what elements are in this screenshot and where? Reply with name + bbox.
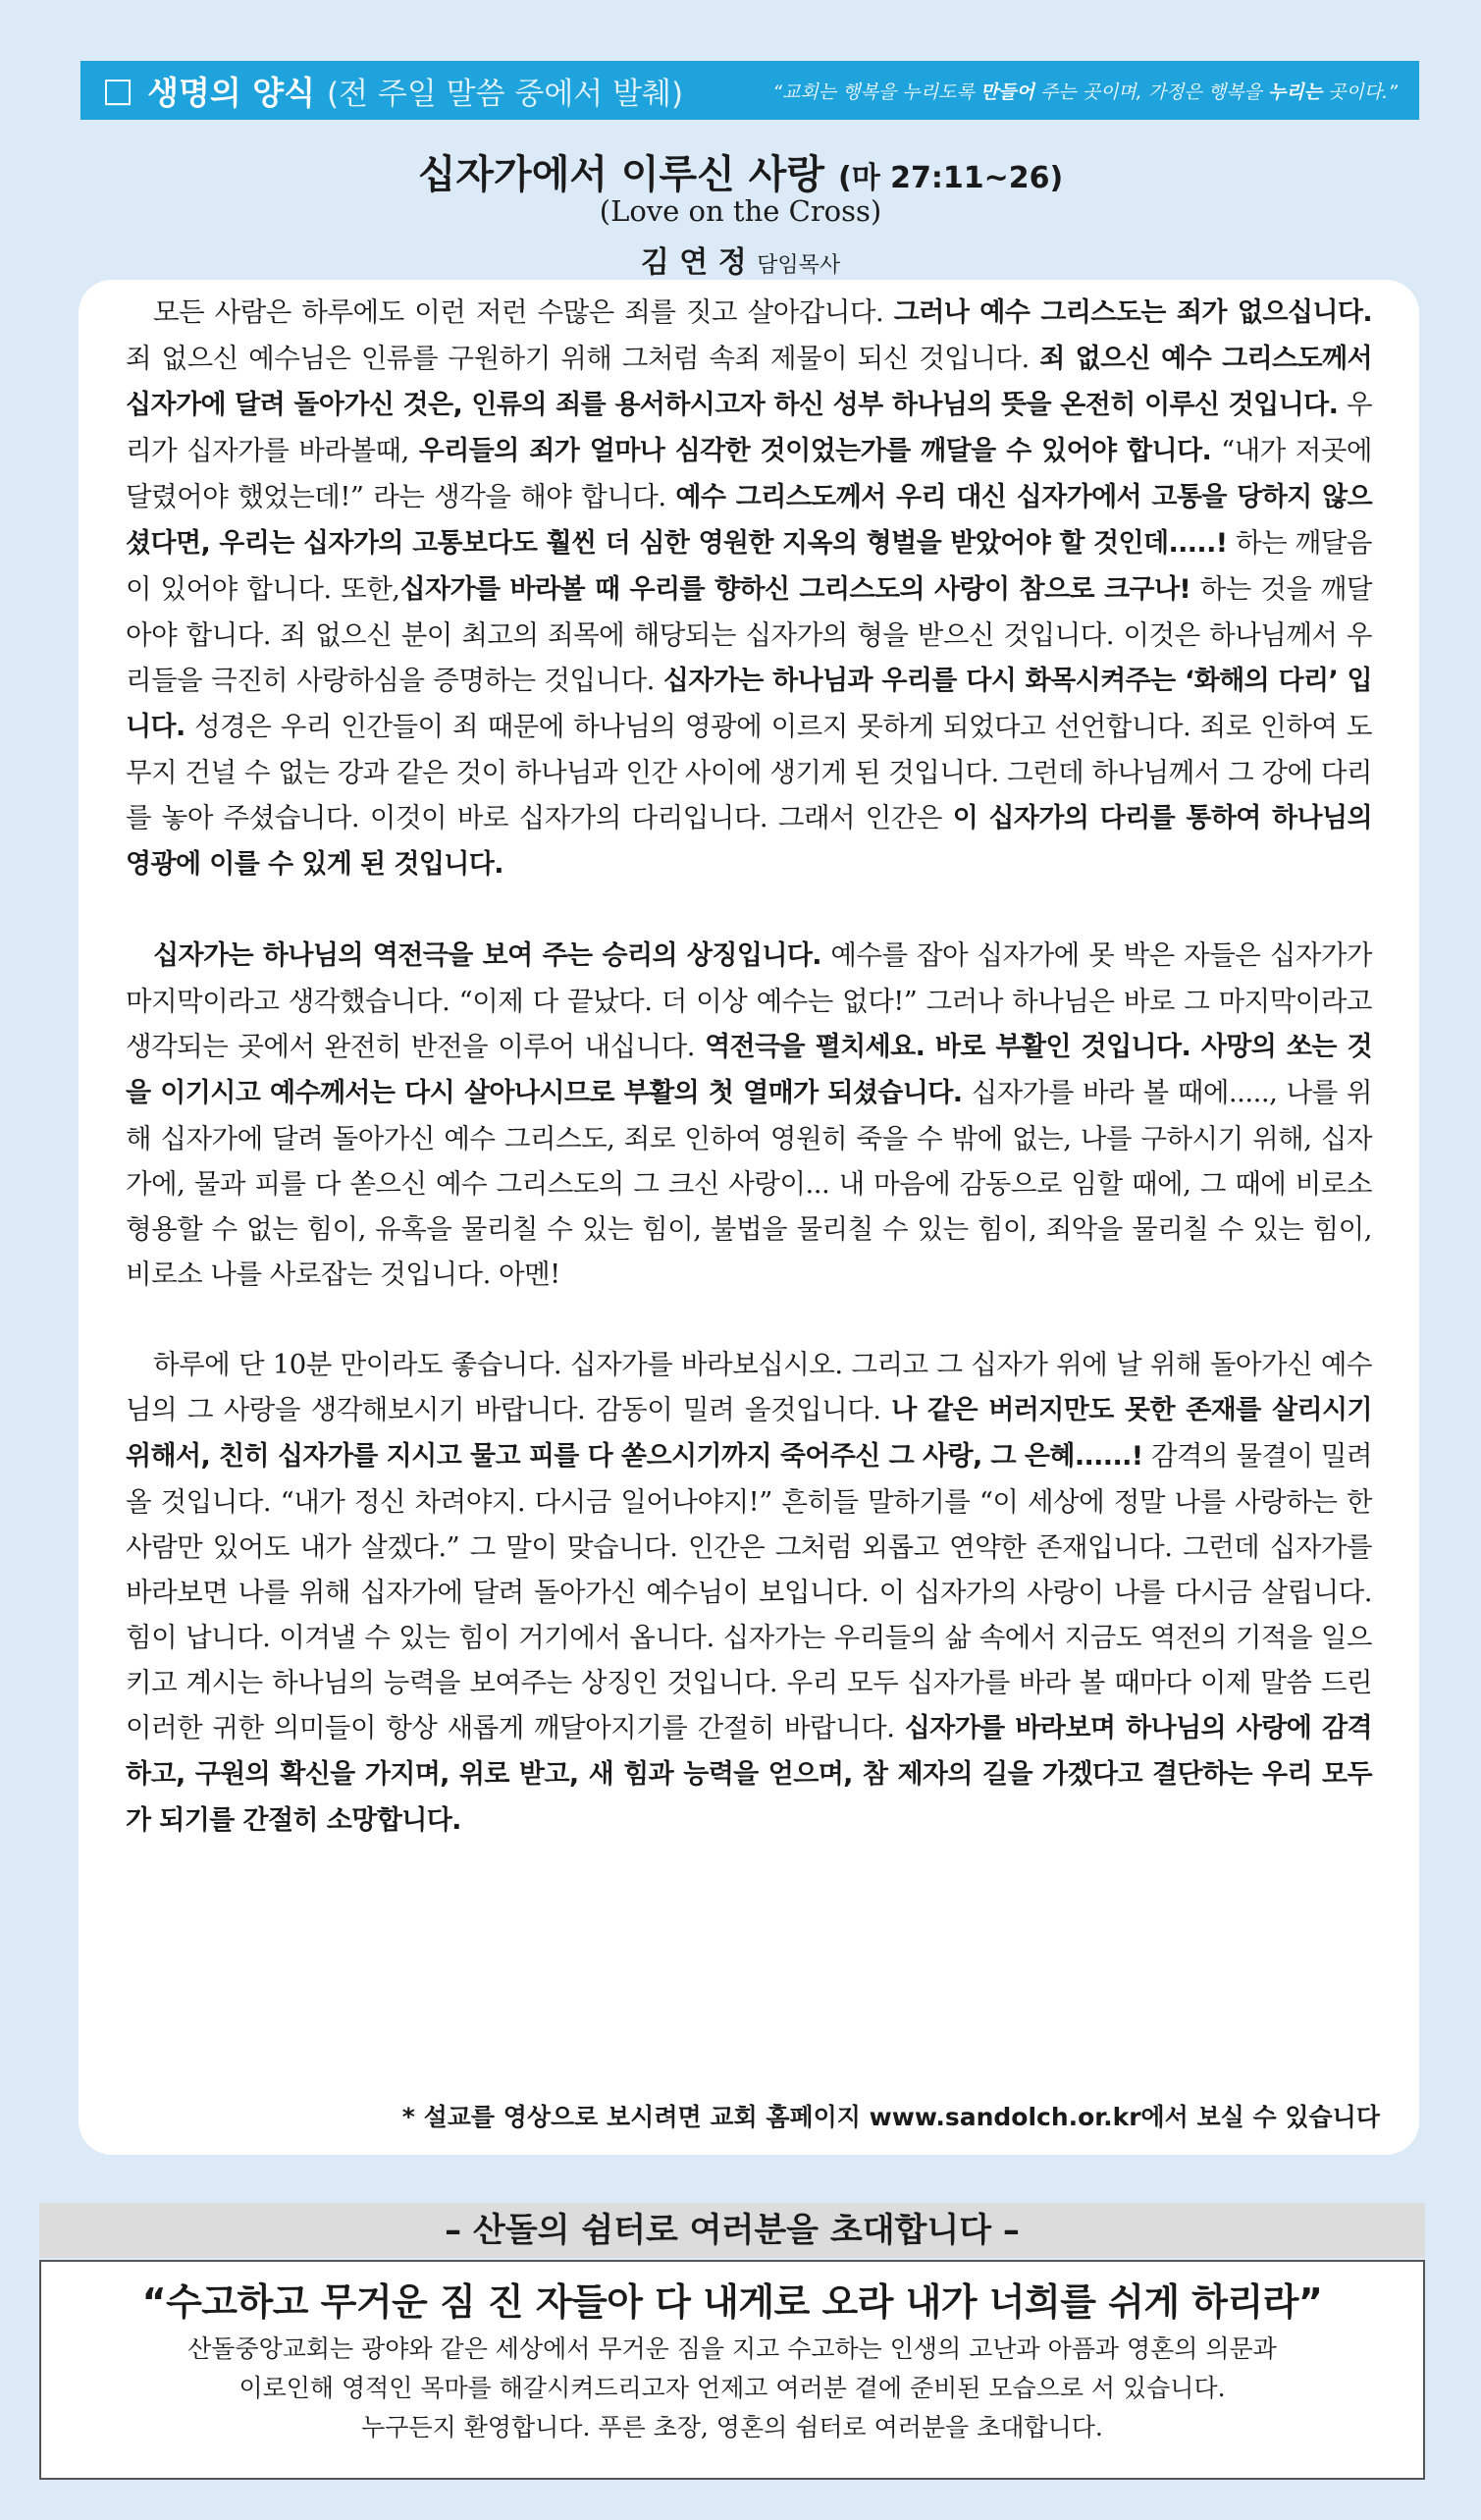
invite-line: 이로인해 영적인 목마를 해갈시켜드리고자 언제고 여러분 곁에 준비된 모습으로 서 있습니다. bbox=[238, 2374, 1226, 2402]
body-text: 하는 깨달음이 있어야 합니다. 또한, bbox=[126, 527, 1372, 605]
emphasized-text: 십자가를 바라볼 때 우리를 향하신 그리스도의 사랑이 참으로 크구나! bbox=[399, 574, 1191, 605]
invite-line: 산돌중앙교회는 광야와 같은 세상에서 무거운 짐을 지고 수고하는 인생의 고난과 아픔과 영혼의 의문과 bbox=[187, 2334, 1277, 2363]
motto-part: 주는 곳이며, 가정은 행복을 bbox=[1033, 80, 1268, 103]
invite-line: 누구든지 환영합니다. 푸른 초장, 영혼의 쉼터로 여러분을 초대합니다. bbox=[361, 2413, 1103, 2441]
body-text: 하루에 단 10분 만이라도 좋습니다. 십자가를 바라보십시오. 그리고 그 십자가 위에 날 위해 돌아가신 예수님의 그 사랑을 생각해보시기 바랍니다. 감동이 밀려 올것입니다. bbox=[126, 1349, 1372, 1425]
emphasized-text: 십자가를 바라보며 하나님의 사랑에 감격하고, 구원의 확신을 가지며, 위로 받고, 새 힘과 능력을 얻으며, 참 제자의 길을 가겠다고 결단하는 우리 모두가 되기를 간절히 소망합니다. bbox=[126, 1713, 1372, 1836]
video-footnote: * 설교를 영상으로 보시려면 교회 홈페이지 www.sandolch.or.kr에서 보실 수 있습니다 bbox=[401, 2103, 1380, 2131]
emphasized-text: 이 십자가의 다리를 통하여 하나님의 영광에 이를 수 있게 된 것입니다. bbox=[126, 803, 1372, 880]
emphasized-text: 십자가는 하나님의 역전극을 보여 주는 승리의 상징입니다. bbox=[153, 940, 821, 971]
motto-part: 곳이다.” bbox=[1322, 80, 1398, 103]
emphasized-text: 역전극을 펼치세요. 바로 부활인 것입니다. 사망의 쏘는 것을 이기시고 예수께서는 다시 살아나시므로 부활의 첫 열매가 되셨습니다. bbox=[126, 1032, 1372, 1108]
scripture-reference: (마 27:11~26) bbox=[837, 161, 1064, 195]
body-text: 십자가를 바라 볼 때에....., 나를 위해 십자가에 달려 돌아가신 예수 그리스도, 죄로 인하여 영원히 죽을 수 밖에 없는, 나를 구하시기 위해, 십자가에, 물과 피를 다 쏟으신 예수 그리스도의 그 크신 사랑이... 내 마음에 감동으로 임할 때에, 그 때에 비로소 형용할 수 없는 힘이, 유혹을 물리칠 수 있는 힘이, 불법을 물리칠 수 있는 힘이, 죄악을 물리칠 수 있는 힘이, 비로소 나를 사로잡는 것입니다. 아멘! bbox=[126, 1077, 1372, 1290]
section-subtitle: (전 주일 말씀 중에서 발췌) bbox=[327, 76, 684, 112]
church-motto bbox=[772, 78, 1398, 104]
sermon-title: 십자가에서 이루신 사랑 bbox=[417, 152, 825, 197]
bible-quote: “수고하고 무거운 짐 진 자들아 다 내게로 오라 내가 너희를 쉬게 하리라” bbox=[141, 2280, 1323, 2324]
body-text: 모든 사람은 하루에도 이런 저런 수많은 죄를 짓고 살아갑니다. bbox=[153, 296, 894, 328]
invite-description bbox=[41, 2330, 1423, 2447]
sermon-paragraph bbox=[126, 1342, 1372, 1844]
sermon-title-line bbox=[0, 143, 1481, 199]
sermon-body bbox=[126, 290, 1372, 1844]
body-text: 하는 것을 깨달아야 합니다. 죄 없으신 분이 최고의 죄목에 해당되는 십자가의 형을 받으신 것입니다. 이것은 하나님께서 우리들을 극진히 사랑하심을 증명하는 것입니다. bbox=[126, 573, 1372, 696]
body-text: 예수를 잡아 십자가에 못 박은 자들은 십자가가 마지막이라고 생각했습니다. “이제 다 끝났다. 더 이상 예수는 없다!” 그러나 하나님은 바로 그 마지막이라고 생각되는 곳에서 완전히 반전을 이루어 내십니다. bbox=[126, 939, 1372, 1062]
body-text: 성경은 우리 인간들이 죄 때문에 하나님의 영광에 이르지 못하게 되었다고 선언합니다. 죄로 인하여 도무지 건널 수 없는 강과 같은 것이 하나님과 인간 사이에 생기게 된 것입니다. 그런데 하나님께서 그 강에 다리를 놓아 주셨습니다. 이것이 바로 십자가의 다리입니다. 그래서 인간은 bbox=[126, 711, 1372, 833]
body-text: 감격의 물결이 밀려올 것입니다. “내가 정신 차려야지. 다시금 일어나야지!” 흔히들 말하기를 “이 세상에 정말 나를 사랑하는 한 사람만 있어도 내가 살겠다.” 그 말이 맞습니다. 인간은 그처럼 외롭고 연약한 존재입니다. 그런데 십자가를 바라보면 나를 위해 십자가에 달려 돌아가신 예수님이 보입니다. 이 십자가의 사랑이 나를 다시금 살립니다. 힘이 납니다. 이겨낼 수 있는 힘이 거기에서 옵니다. 십자가는 우리들의 삶 속에서 지금도 역전의 기적을 일으키고 계시는 하나님의 능력을 보여주는 상징인 것입니다. 우리 모두 십자가를 바라 볼 때마다 이제 말씀 드린 이러한 귀한 의미들이 항상 새롭게 깨달아지기를 간절히 바랍니다. bbox=[126, 1440, 1372, 1743]
header-banner bbox=[80, 61, 1419, 120]
body-text: “내가 저곳에 달렸어야 했었는데!” 라는 생각을 해야 합니다. bbox=[126, 435, 1372, 512]
body-text: 우리가 십자가를 바라볼때, bbox=[126, 389, 1373, 466]
preacher-name: 김 연 정 bbox=[640, 245, 747, 280]
invite-box bbox=[39, 2260, 1425, 2480]
motto-emphasis: 만들어 bbox=[979, 80, 1034, 103]
preacher-line bbox=[0, 238, 1481, 281]
emphasized-text: 십자가는 하나님과 우리를 다시 화목시켜주는 ‘화해의 다리’ 입니다. bbox=[126, 666, 1372, 742]
english-title: (Love on the Cross) bbox=[599, 194, 882, 228]
emphasized-text: 그러나 예수 그리스도는 죄가 없으십니다. bbox=[893, 297, 1372, 328]
sermon-paragraph bbox=[126, 933, 1372, 1297]
emphasized-text: 예수 그리스도께서 우리 대신 십자가에서 고통을 당하지 않으셨다면, 우리는 십자가의 고통보다도 훨씬 더 심한 영원한 지옥의 형벌을 받았어야 할 것인데.....! bbox=[126, 482, 1372, 559]
preacher-role: 담임목사 bbox=[757, 253, 841, 278]
emphasized-text: 죄 없으신 예수 그리스도께서 십자가에 달려 돌아가신 것은, 인류의 죄를 용서하시고자 하신 성부 하나님의 뜻을 온전히 이루신 것입니다. bbox=[126, 344, 1372, 420]
invite-title: – 산돌의 쉼터로 여러분을 초대합니다 – bbox=[39, 2203, 1425, 2258]
body-text: 죄 없으신 예수님은 인류를 구원하기 위해 그처럼 속죄 제물이 되신 것입니다. bbox=[126, 343, 1040, 374]
emphasized-text: 우리들의 죄가 얼마나 심각한 것이었는가를 깨달을 수 있어야 합니다. bbox=[418, 436, 1212, 466]
sermon-card bbox=[79, 280, 1419, 2155]
motto-emphasis: 누리는 bbox=[1267, 80, 1322, 103]
emphasized-text: 나 같은 버러지만도 못한 존재를 살리시기 위해서, 친히 십자가를 지시고 물고 피를 다 쏟으시기까지 죽어주신 그 사랑, 그 은혜......! bbox=[126, 1395, 1372, 1472]
sermon-paragraph bbox=[126, 290, 1372, 887]
motto-part: “교회는 행복을 누리도록 bbox=[772, 80, 980, 103]
square-bullet-icon: □ bbox=[102, 71, 134, 110]
section-title: 생명의 양식 bbox=[147, 73, 316, 112]
